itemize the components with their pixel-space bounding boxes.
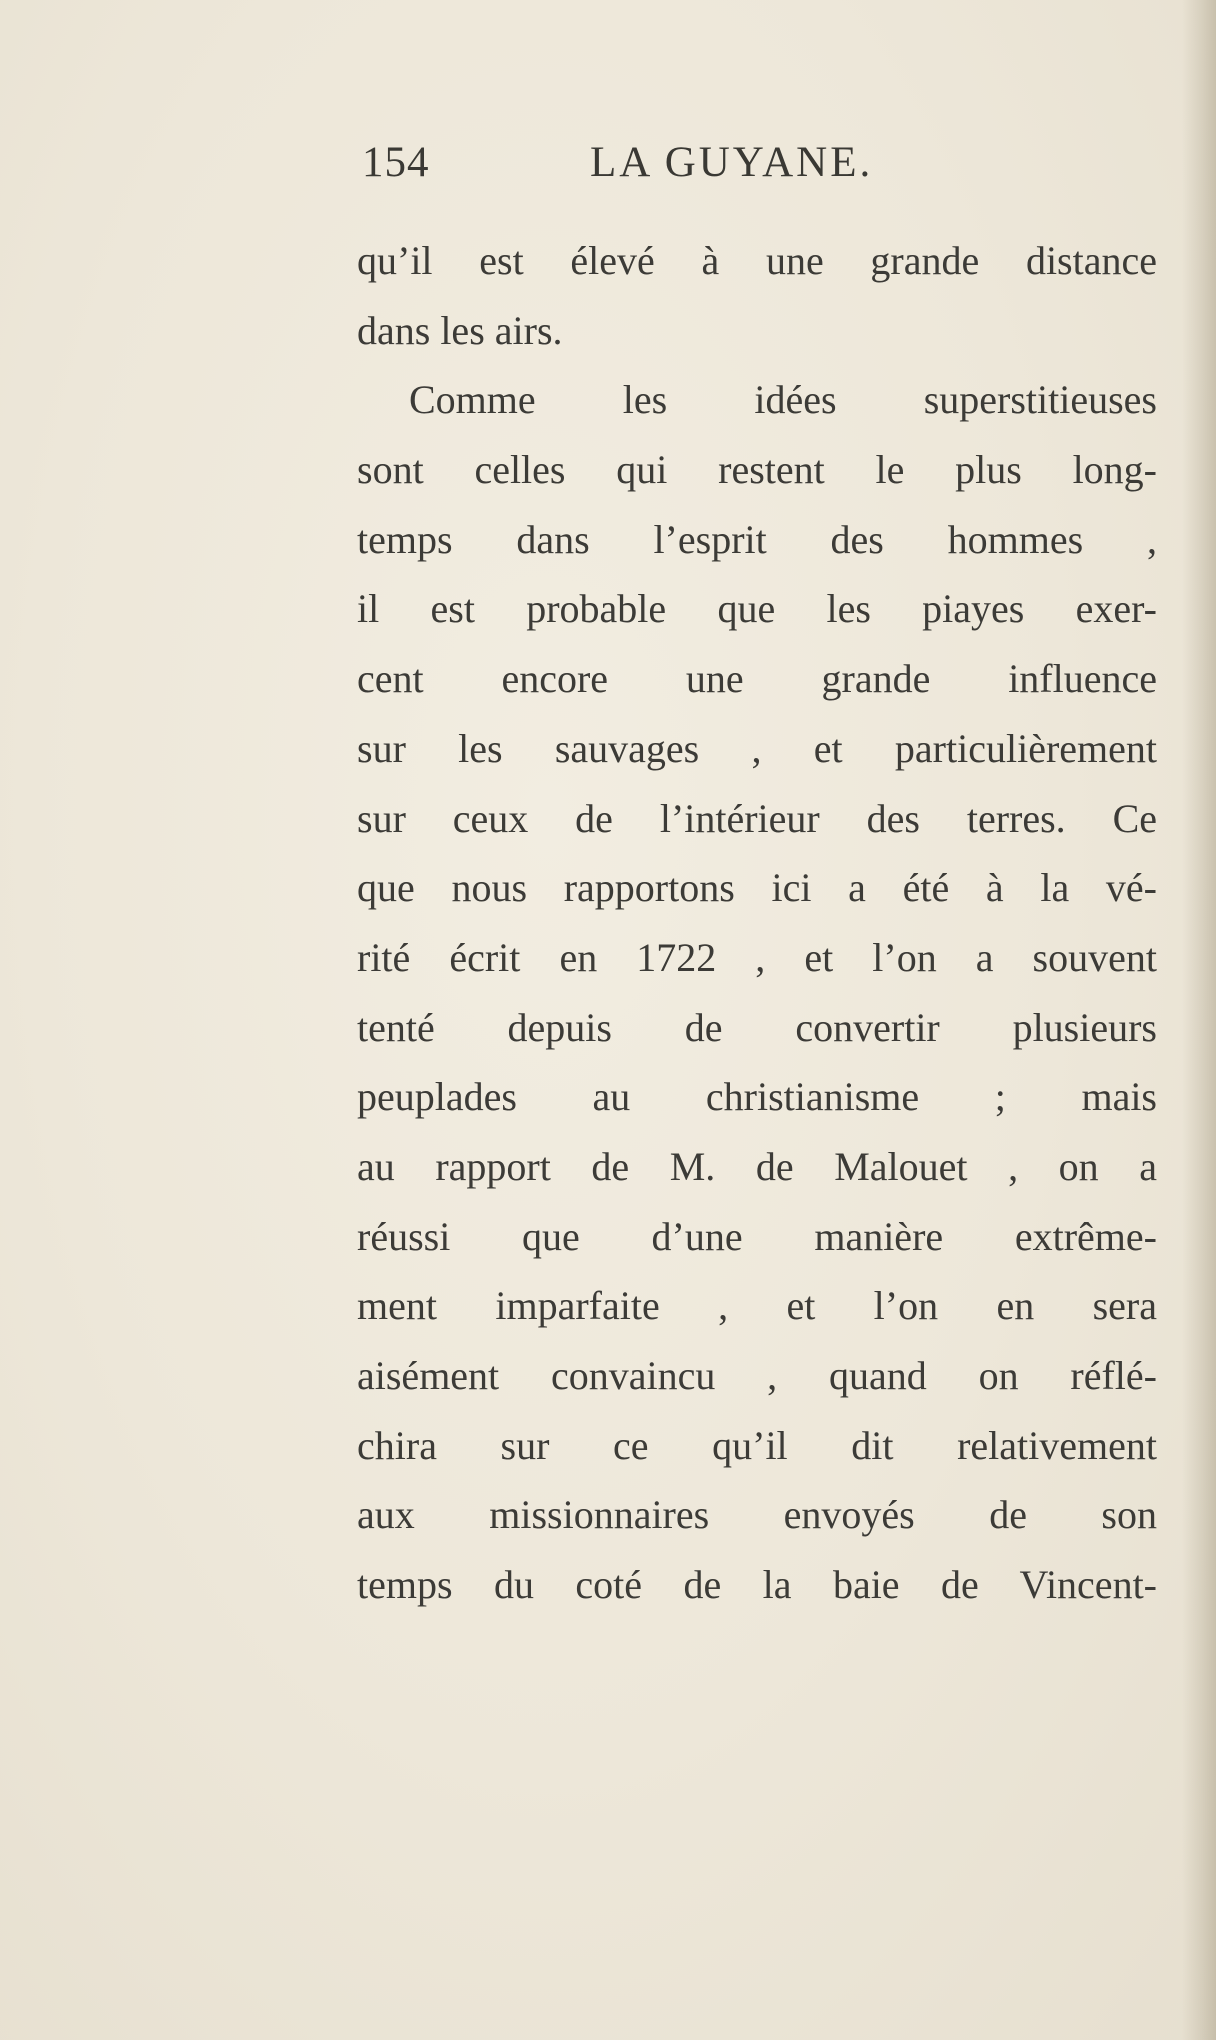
text-line: il est probable que les piayes exer- [357, 586, 1157, 632]
page-edge-shadow [1182, 0, 1216, 2040]
text-line: ment imparfaite , et l’on en sera [357, 1283, 1157, 1329]
text-line: dans les airs. [357, 307, 563, 353]
text-line: aux missionnaires envoyés de son [357, 1492, 1157, 1538]
text-line: que nous rapportons ici a été à la vé- [357, 865, 1157, 911]
text-line: au rapport de M. de Malouet , on a [357, 1143, 1157, 1189]
body-text [357, 226, 1157, 1620]
text-line: rité écrit en 1722 , et l’on a souvent [357, 934, 1157, 980]
text-line: sur ceux de l’intérieur des terres. Ce [357, 795, 1157, 841]
text-line: peuplades au christianisme ; mais [357, 1074, 1157, 1120]
text-line: Comme les idées superstitieuses [409, 377, 1157, 423]
text-line: tenté depuis de convertir plusieurs [357, 1004, 1157, 1050]
text-line: cent encore une grande influence [357, 656, 1157, 702]
text-line: aisément convaincu , quand on réflé- [357, 1353, 1157, 1398]
text-line: chira sur ce qu’il dit relativement [357, 1422, 1157, 1468]
text-line: sont celles qui restent le plus long- [357, 447, 1157, 493]
text-line: temps dans l’esprit des hommes , [357, 516, 1157, 562]
text-line: qu’il est élevé à une grande distance [357, 238, 1157, 283]
running-title: LA GUYANE. [590, 139, 874, 186]
text-line: réussi que d’une manière extrême- [357, 1213, 1157, 1259]
text-line: temps du coté de la baie de Vincent- [357, 1562, 1157, 1608]
page-number: 154 [362, 139, 430, 186]
text-line: sur les sauvages , et particulièrement [357, 725, 1157, 771]
page-header [362, 138, 922, 198]
